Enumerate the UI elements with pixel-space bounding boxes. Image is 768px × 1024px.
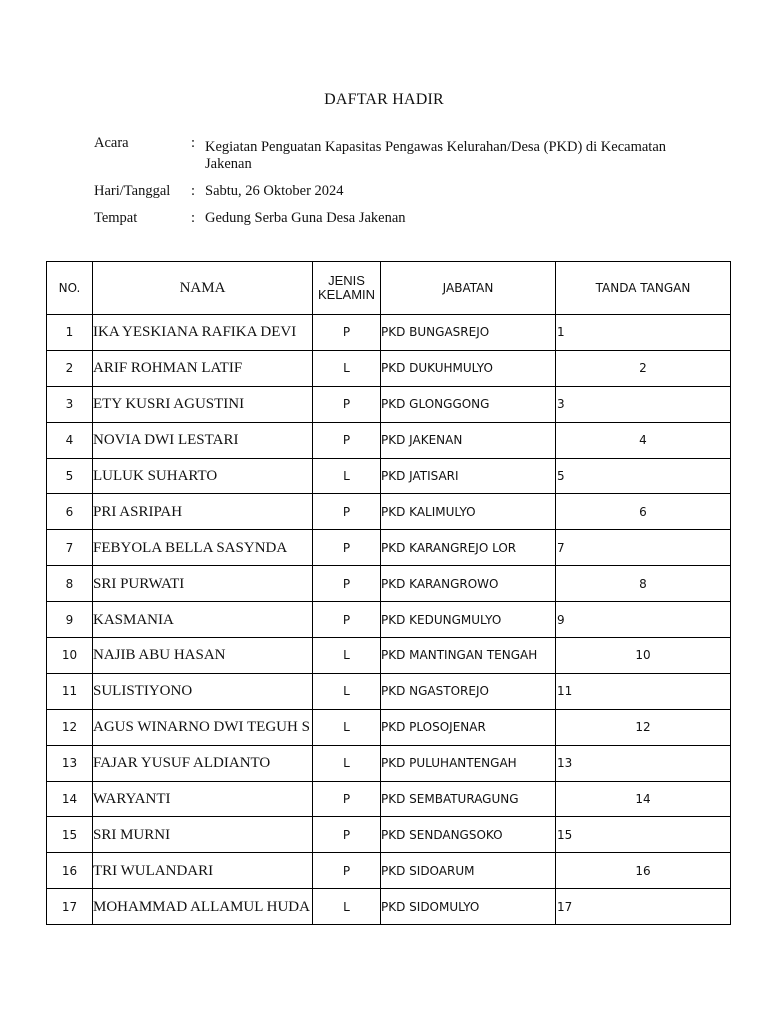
row-jabatan: PKD KALIMULYO [381,494,556,530]
row-nama: ARIF ROHMAN LATIF [93,350,313,386]
row-jabatan: PKD PLOSOJENAR [381,709,556,745]
table-row [47,709,731,745]
row-jenis-kelamin: L [313,350,381,386]
row-jenis-kelamin: L [313,638,381,674]
tempat-value: Gedung Serba Guna Desa Jakenan [205,210,406,226]
hari-tanggal-label: Hari/Tanggal [94,183,171,199]
row-jenis-kelamin: L [313,745,381,781]
row-jenis-kelamin: P [313,853,381,889]
row-number: 11 [47,673,93,709]
row-tanda-tangan: 15 [556,817,731,853]
acara-colon: : [191,135,196,151]
row-nama: SRI MURNI [93,817,313,853]
row-nama: ETY KUSRI AGUSTINI [93,386,313,422]
row-jabatan: PKD SENDANGSOKO [381,817,556,853]
row-number: 4 [47,422,93,458]
row-jabatan: PKD GLONGGONG [381,386,556,422]
row-tanda-tangan: 3 [556,386,731,422]
table-row [47,602,731,638]
row-nama: TRI WULANDARI [93,853,313,889]
row-jenis-kelamin: L [313,709,381,745]
header-tanda-tangan: TANDA TANGAN [556,262,731,315]
row-jenis-kelamin: P [313,494,381,530]
hari-tanggal-value: Sabtu, 26 Oktober 2024 [205,183,344,199]
row-tanda-tangan: 10 [556,638,731,674]
row-tanda-tangan: 7 [556,530,731,566]
row-nama: WARYANTI [93,781,313,817]
row-number: 15 [47,817,93,853]
row-number: 7 [47,530,93,566]
row-jabatan: PKD PULUHANTENGAH [381,745,556,781]
row-tanda-tangan: 5 [556,458,731,494]
row-jabatan: PKD SEMBATURAGUNG [381,781,556,817]
attendance-table [46,261,731,925]
row-jenis-kelamin: P [313,602,381,638]
row-jenis-kelamin: L [313,889,381,925]
row-tanda-tangan: 13 [556,745,731,781]
hari-tanggal-colon: : [191,183,196,199]
document-title: DAFTAR HADIR [324,91,444,108]
row-tanda-tangan: 16 [556,853,731,889]
row-jenis-kelamin: P [313,315,381,351]
row-jabatan: PKD BUNGASREJO [381,315,556,351]
row-number: 9 [47,602,93,638]
header-jenis-kelamin-line1: JENIS [328,273,365,288]
row-jenis-kelamin: L [313,458,381,494]
row-jenis-kelamin: P [313,817,381,853]
row-jenis-kelamin: L [313,673,381,709]
header-jenis-kelamin [313,262,381,315]
row-nama: KASMANIA [93,602,313,638]
table-row [47,853,731,889]
row-tanda-tangan: 17 [556,889,731,925]
acara-value: Kegiatan Penguatan Kapasitas Pengawas Kelurahan/Desa (PKD) di Kecamatan Jakenan [205,139,667,172]
row-number: 16 [47,853,93,889]
row-tanda-tangan: 2 [556,350,731,386]
row-jenis-kelamin: P [313,386,381,422]
table-row [47,422,731,458]
row-number: 12 [47,709,93,745]
row-nama: MOHAMMAD ALLAMUL HUDA [93,889,313,925]
table-row [47,315,731,351]
row-tanda-tangan: 6 [556,494,731,530]
row-jabatan: PKD JATISARI [381,458,556,494]
row-jabatan: PKD SIDOARUM [381,853,556,889]
row-number: 14 [47,781,93,817]
row-nama: NOVIA DWI LESTARI [93,422,313,458]
row-number: 2 [47,350,93,386]
row-jabatan: PKD MANTINGAN TENGAH [381,638,556,674]
row-jenis-kelamin: P [313,566,381,602]
row-tanda-tangan: 14 [556,781,731,817]
acara-label: Acara [94,135,129,151]
row-jabatan: PKD KEDUNGMULYO [381,602,556,638]
row-number: 10 [47,638,93,674]
row-nama: LULUK SUHARTO [93,458,313,494]
row-jabatan: PKD NGASTOREJO [381,673,556,709]
table-row [47,638,731,674]
row-jabatan: PKD KARANGROWO [381,566,556,602]
attendance-table-body [47,315,731,925]
table-row [47,889,731,925]
row-jenis-kelamin: P [313,781,381,817]
row-number: 17 [47,889,93,925]
row-number: 13 [47,745,93,781]
row-number: 5 [47,458,93,494]
table-row [47,350,731,386]
row-tanda-tangan: 12 [556,709,731,745]
row-tanda-tangan: 11 [556,673,731,709]
row-jabatan: PKD DUKUHMULYO [381,350,556,386]
row-tanda-tangan: 8 [556,566,731,602]
row-nama: SRI PURWATI [93,566,313,602]
table-row [47,566,731,602]
row-jenis-kelamin: P [313,422,381,458]
table-row [47,458,731,494]
row-nama: PRI ASRIPAH [93,494,313,530]
table-row [47,494,731,530]
header-jenis-kelamin-line2: KELAMIN [317,287,376,302]
table-row [47,673,731,709]
row-jabatan: PKD SIDOMULYO [381,889,556,925]
table-row [47,817,731,853]
row-tanda-tangan: 9 [556,602,731,638]
row-nama: FEBYOLA BELLA SASYNDA [93,530,313,566]
row-nama: AGUS WINARNO DWI TEGUH S [93,709,313,745]
row-nama: IKA YESKIANA RAFIKA DEVI [93,315,313,351]
row-nama: SULISTIYONO [93,673,313,709]
header-no: NO. [47,262,93,315]
table-row [47,781,731,817]
table-row [47,386,731,422]
header-jabatan: JABATAN [381,262,556,315]
header-nama: NAMA [93,262,313,315]
row-jenis-kelamin: P [313,530,381,566]
row-nama: NAJIB ABU HASAN [93,638,313,674]
row-nama: FAJAR YUSUF ALDIANTO [93,745,313,781]
row-number: 1 [47,315,93,351]
row-tanda-tangan: 1 [556,315,731,351]
row-number: 3 [47,386,93,422]
table-row [47,530,731,566]
row-number: 6 [47,494,93,530]
row-number: 8 [47,566,93,602]
row-jabatan: PKD JAKENAN [381,422,556,458]
table-header-row [47,262,731,315]
tempat-colon: : [191,210,196,226]
row-jabatan: PKD KARANGREJO LOR [381,530,556,566]
table-row [47,745,731,781]
row-tanda-tangan: 4 [556,422,731,458]
tempat-label: Tempat [94,210,138,226]
